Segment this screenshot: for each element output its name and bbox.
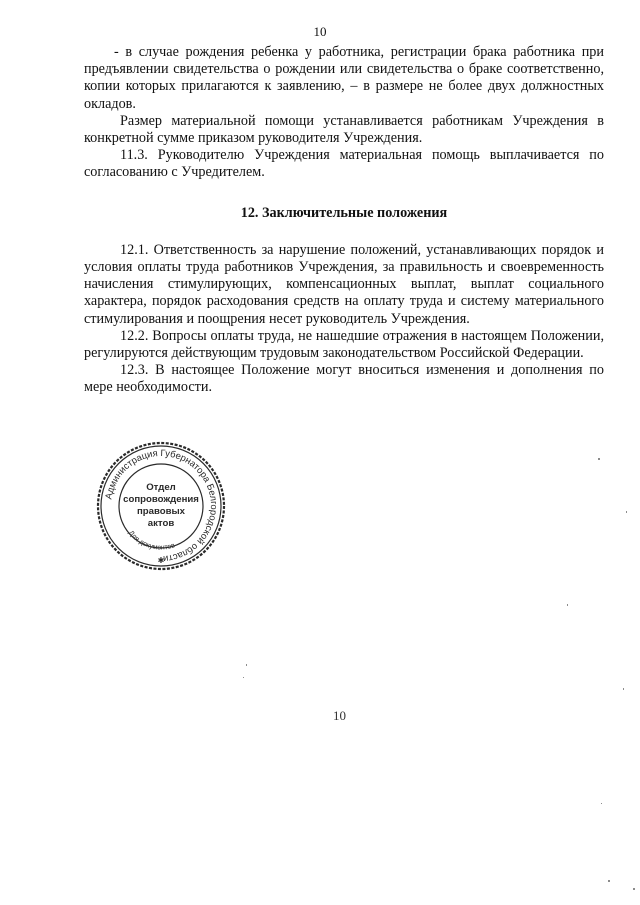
scan-speck [626,511,627,513]
stamp-ring-text: Администрация Губернатора Белгородской области [102,446,221,565]
stamp-star-icon: ✱ [157,556,165,565]
stamp-center-line: актов [147,518,175,529]
section-heading: 12. Заключительные положения [240,204,448,221]
scan-speck [633,888,635,890]
paragraph: 12.1. Ответственность за нарушение положений, устанавливающих порядок и условия оплаты труда работников Учреждения, за правильность и своевременность начисления стимулирующих, компенсационных выплат, выплат социального характера, порядок расходования средств на оплату труда и систему материального стимулирования и поощрения несет руководитель Учреждения. [84,241,604,327]
paragraph: 11.3. Руководителю Учреждения материальная помощь выплачивается по согласованию с Учредителем. [84,147,604,181]
scan-speck [608,880,610,882]
scan-speck [601,803,602,804]
paragraph: 12.2. Вопросы оплаты труда, не нашедшие отражения в настоящем Положении, регулируются действующим трудовым законодательством Российской Федерации. [84,327,604,362]
scan-speck [567,604,568,606]
stamp-center-line: сопровождения [123,494,199,505]
paragraph: 12.3. В настоящее Положение могут вноситься изменения и дополнения по мере необходимости. [84,362,604,396]
stamp-graphic [95,440,227,572]
scan-speck [243,677,244,678]
page-number: 10 [313,24,327,39]
scan-speck [623,688,624,690]
stamp-bottom-text: Для документов [126,529,176,552]
scan-speck [246,664,247,666]
stamp-center-line: Отдел [146,482,176,493]
paragraph: - в случае рождения ребенка у работника, регистрации брака работника при предъявлении свидетельства о рождении или свидетельства о браке соответственно, копии которых прилагаются к заявлению, – в размере не более двух должностных окладов. [84,44,604,112]
footer-mark: 10 [333,708,346,723]
paragraph: Размер материальной помощи устанавливается работникам Учреждения в конкретной сумме приказом руководителя Учреждения. [84,112,604,147]
document-body [84,44,604,397]
scan-speck [598,458,600,460]
official-stamp [95,440,227,572]
stamp-center-line: правовых [136,506,186,517]
